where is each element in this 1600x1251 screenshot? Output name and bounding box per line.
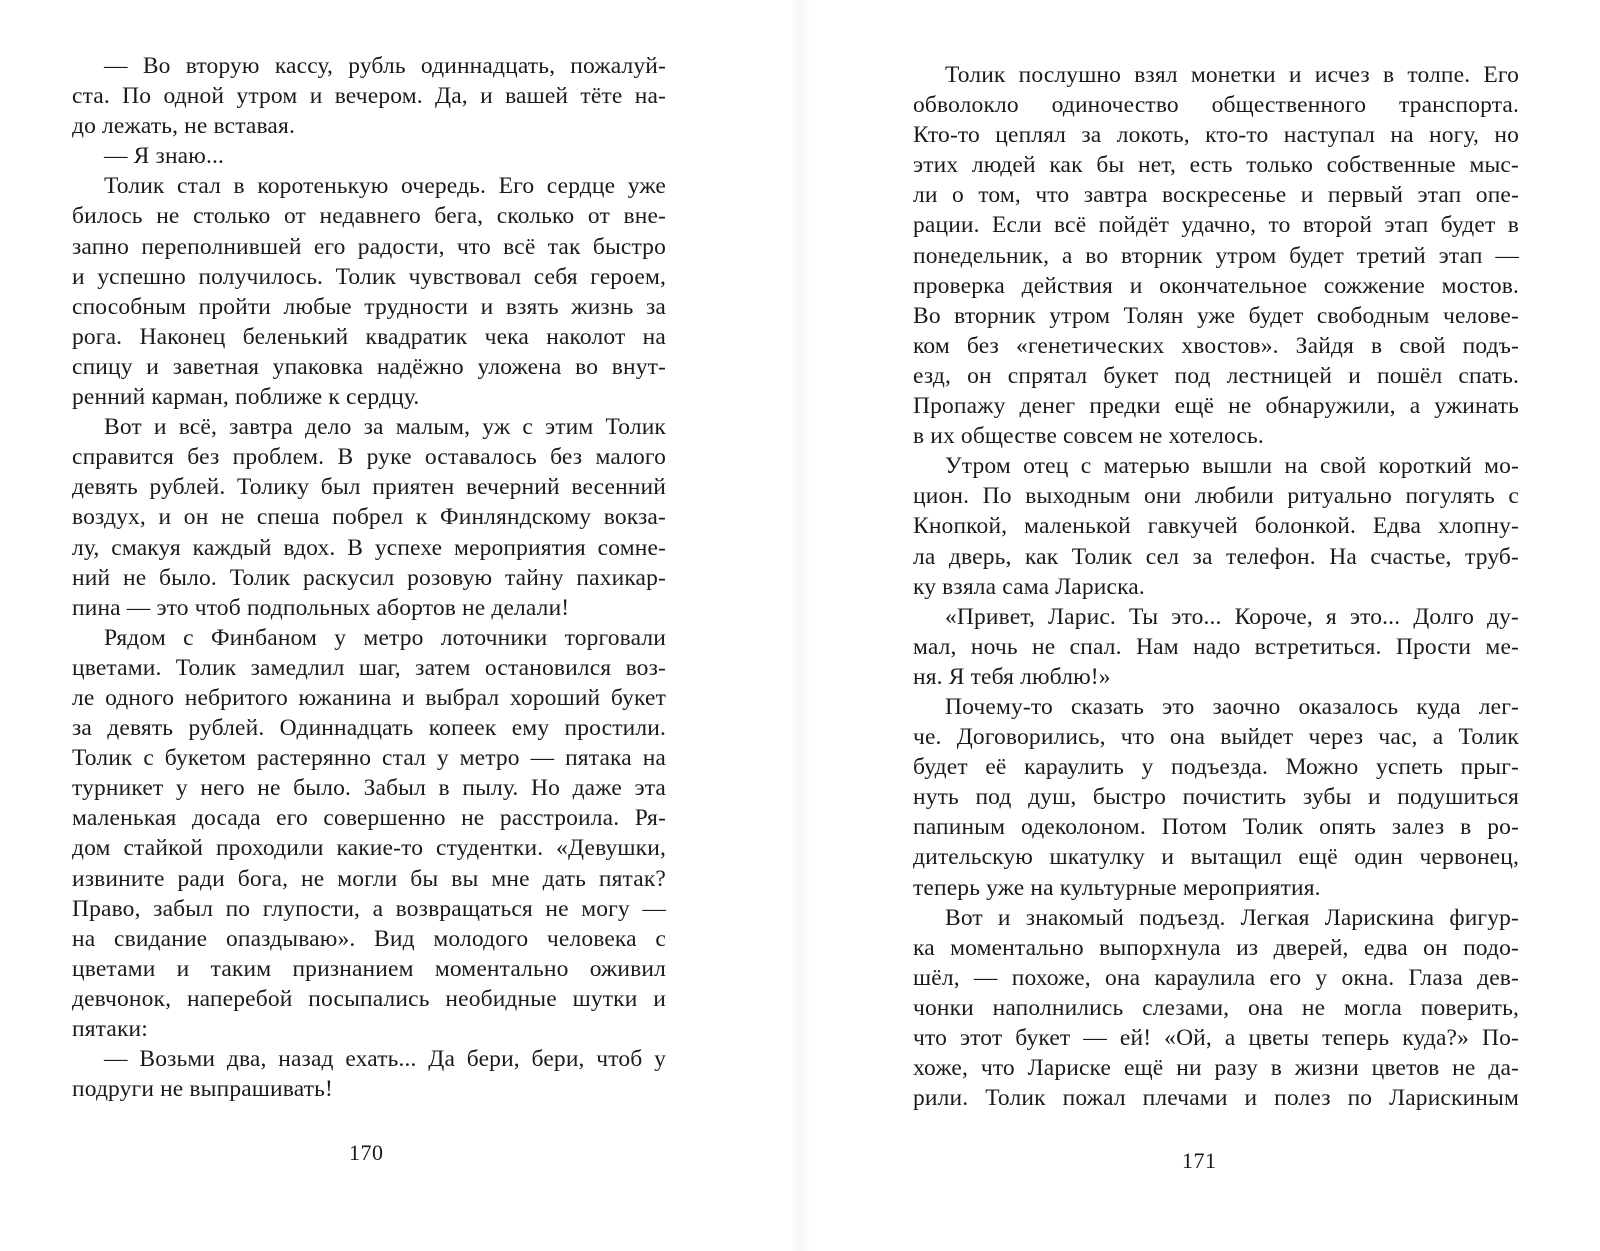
left-page-number: 170	[349, 1140, 384, 1165]
text-line: Утром отец с матерью вышли на свой короткий мо-	[945, 453, 1519, 480]
text-line: будет её караулить у подъезда. Можно успеть прыг-	[913, 754, 1519, 781]
text-line: обволокло одиночество общественного транспорта.	[913, 92, 1519, 119]
text-line: Толик с букетом растерянно стал у метро — пятака на	[72, 745, 666, 772]
text-line: рога. Наконец беленький квадратик чека наколот на	[72, 323, 666, 350]
text-line: шёл, — похоже, она караулила его у окна. Глаза дев-	[913, 964, 1519, 991]
text-line: Кто-то цеплял за локоть, кто-то наступал на ногу, но	[913, 122, 1519, 149]
text-line: езд, он спрятал букет под лестницей и пошёл спать.	[913, 362, 1519, 389]
text-line: Толик послушно взял монетки и исчез в толпе. Его	[945, 62, 1519, 88]
text-line: ле одного небритого южанина и выбрал хороший букет	[72, 684, 666, 711]
text-line: Вот и знакомый подъезд. Легкая Ларискина фигур-	[945, 904, 1519, 931]
text-line: пятаки:	[72, 1016, 148, 1042]
text-line: мал, ночь не спал. Нам надо встретиться. Прости ме-	[913, 633, 1519, 660]
text-line: — Во вторую кассу, рубль одиннадцать, пожалуй-	[104, 53, 666, 79]
text-line: подруги не выпрашивать!	[72, 1076, 333, 1103]
text-line: Право, забыл по глупости, а возвращаться не могу —	[72, 895, 666, 922]
text-line: на свидание опаздываю». Вид молодого человека с	[72, 925, 666, 952]
text-line: ку взяла сама Лариска.	[913, 573, 1145, 600]
text-line: девять рублей. Толику был приятен вечерний весенний	[72, 474, 666, 501]
text-line: и успешно получилось. Толик чувствовал себя героем,	[72, 263, 666, 290]
text-line: что этот букет — ей! «Ой, а цветы теперь куда?» По-	[913, 1025, 1519, 1051]
text-line: ний не было. Толик раскусил розовую тайну пахикар-	[72, 564, 666, 591]
text-line: лу, смакуя каждый вдох. В успехе мероприятия сомне-	[72, 534, 666, 561]
text-line: цветами. Толик замедлил шаг, затем остановился воз-	[72, 654, 666, 681]
text-line: теперь уже на культурные мероприятия.	[913, 874, 1321, 901]
text-line: девчонок, наперебой посыпались необидные шутки и	[72, 985, 666, 1012]
text-line: до лежать, не вставая.	[72, 113, 295, 140]
text-line: Кнопкой, маленькой гавкучей болонкой. Едва хлопну-	[913, 513, 1519, 540]
right-page-number: 171	[1182, 1148, 1217, 1173]
text-line: понедельник, а во вторник утром будет третий этап —	[913, 242, 1519, 269]
text-line: «Привет, Ларис. Ты это... Короче, я это... Долго ду-	[945, 603, 1519, 630]
text-line: ли о том, что завтра воскресенье и первый этап опе-	[913, 182, 1519, 209]
text-line: — Я знаю...	[104, 143, 225, 170]
text-line: цветами и таким признанием моментально оживил	[72, 955, 666, 982]
text-line: дительскую шкатулку и вытащил ещё один червонец,	[913, 844, 1519, 871]
text-line: че. Договорились, что она выйдет через час, а Толик	[913, 724, 1519, 751]
text-line: Вот и всё, завтра дело за малым, уж с этим Толик	[104, 414, 666, 441]
right-page-body	[913, 60, 1519, 1113]
text-line: Почему-то сказать это заочно оказалось куда лег-	[945, 693, 1519, 720]
text-line: рации. Если всё пойдёт удачно, то второй этап будет в	[913, 212, 1519, 239]
text-line: в их обществе совсем не хотелось.	[913, 423, 1264, 450]
text-line: — Возьми два, назад ехать... Да бери, бери, чтоб у	[104, 1046, 666, 1073]
text-line: этих людей как бы нет, есть только собственные мыс-	[913, 152, 1519, 179]
text-line: Толик стал в коротенькую очередь. Его сердце уже	[104, 173, 666, 200]
text-line: Пропажу денег предки ещё не обнаружили, а ужинать	[913, 393, 1519, 420]
text-line: спицу и заветная упаковка надёжно уложена во внут-	[72, 353, 666, 380]
text-line: справится без проблем. В руке оставалось без малого	[72, 444, 666, 471]
text-line: нуть под душ, быстро почистить зубы и подушиться	[913, 784, 1519, 811]
text-line: турникет у него не было. Забыл в пылу. Но даже эта	[72, 775, 666, 802]
text-line: ренний карман, поближе к сердцу.	[72, 384, 420, 411]
text-line: запно переполнившей его радости, что всё так быстро	[72, 233, 666, 260]
text-line: папиным одеколоном. Потом Толик опять залез в ро-	[913, 814, 1519, 841]
text-line: проверка действия и окончательное сожжение мостов.	[913, 272, 1519, 299]
text-line: пина — это чтоб подпольных абортов не делали!	[72, 594, 570, 621]
text-line: билось не столько от недавнего бега, сколько от вне-	[72, 203, 666, 230]
text-line: рили. Толик пожал плечами и полез по Ларискиным	[913, 1085, 1519, 1112]
text-line: цион. По выходным они любили ритуально погулять с	[913, 483, 1519, 510]
text-line: ка моментально выпорхнула из дверей, едва он подо-	[913, 934, 1519, 961]
left-page-body	[72, 51, 666, 1104]
text-line: Рядом с Финбаном у метро лоточники торговали	[104, 624, 666, 651]
text-line: ком без «генетических хвостов». Зайдя в свой подъ-	[913, 332, 1519, 359]
text-line: воздух, и он не спеша побрел к Финляндскому вокза-	[72, 504, 666, 531]
text-line: Во вторник утром Толян уже будет свободным челове-	[913, 302, 1519, 329]
text-line: хоже, что Лариске ещё ни разу в жизни цветов не да-	[913, 1055, 1519, 1082]
text-line: за девять рублей. Одиннадцать копеек ему простили.	[72, 715, 666, 742]
text-line: ня. Я тебя люблю!»	[913, 663, 1111, 690]
text-line: дом стайкой проходили какие-то студентки. «Девушки,	[72, 835, 666, 862]
text-line: ста. По одной утром и вечером. Да, и вашей тёте на-	[72, 83, 666, 110]
right-page	[800, 0, 1600, 1251]
text-line: маленькая досада его совершенно не расстроила. Ря-	[72, 805, 666, 832]
text-line: ла дверь, как Толик сел за телефон. На счастье, труб-	[913, 543, 1519, 570]
text-line: чонки наполнились слезами, она не могла поверить,	[913, 994, 1519, 1021]
text-line: извините ради бога, не могли бы вы мне дать пятак?	[72, 865, 666, 892]
text-line: способным пройти любые трудности и взять жизнь за	[72, 293, 666, 320]
